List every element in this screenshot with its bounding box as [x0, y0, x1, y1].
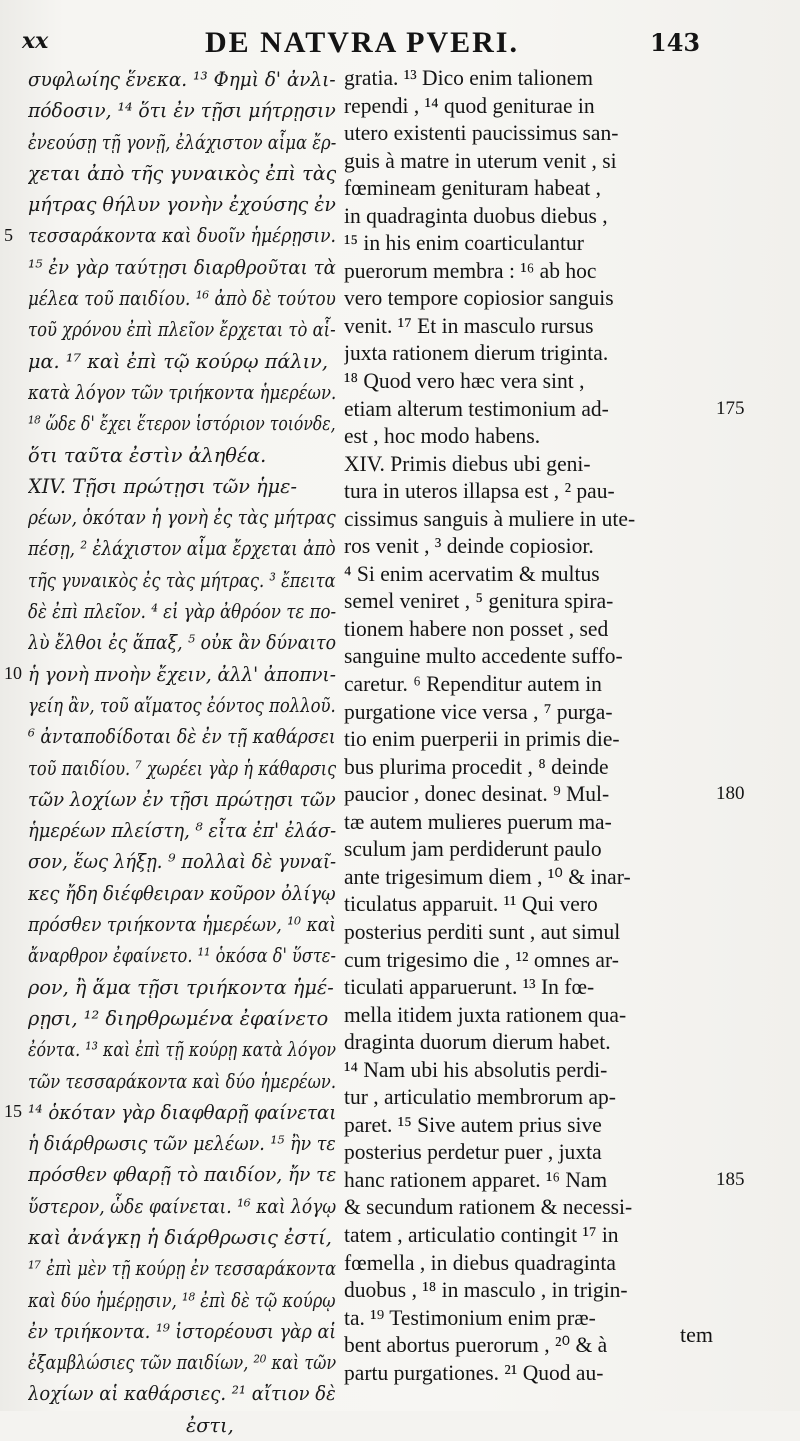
latin-text-line: tionem habere non posset , sed — [344, 615, 609, 641]
running-title: DE NATVRA PVERI. — [205, 26, 519, 59]
latin-text-line: posterius perdetur puer , juxta — [344, 1139, 602, 1165]
greek-text-line: ἄναρθρον ἐφαίνετο. ¹¹ ὁκόσα δ' ὕστε- — [28, 944, 336, 968]
latin-text-line: semel veniret , ⁵ genitura spira- — [344, 588, 614, 614]
latin-text-line: venit. ¹⁷ Et in masculo rursus — [344, 312, 594, 338]
latin-text-line: ticulati apparuerunt. ¹³ In fœ- — [344, 974, 595, 1000]
latin-text-line: paret. ¹⁵ Sive autem prius sive — [344, 1111, 602, 1137]
latin-text-line: ante trigesimum diem , ¹⁰ & inar- — [344, 863, 631, 889]
greek-text-line: ἐνεούσῃ τῇ γονῇ, ἐλάχιστον αἷμα ἔρ- — [28, 130, 336, 154]
greek-text-line: ἡμερέων πλείστη, ⁸ εἶτα ἐπ' ἐλάσ- — [28, 819, 336, 843]
greek-text-line: ὅτι ταῦτα ἐστὶν ἀληθέα. — [28, 443, 267, 467]
latin-text-line: tur , articulatio membrorum ap- — [344, 1084, 616, 1110]
latin-text-line: fœmineam genituram habeat , — [344, 175, 602, 201]
greek-text-line: καὶ δύο ἡμέρῃσιν, ¹⁸ ἐπὶ δὲ τῷ κούρῳ — [28, 1288, 336, 1312]
latin-text-line: cissimus sanguis à muliere in ute- — [344, 505, 636, 531]
folio-right: 143 — [650, 28, 701, 57]
latin-text-line: puerorum membra : ¹⁶ ab hoc — [344, 257, 597, 283]
greek-text-line: ¹⁷ ἐπὶ μὲν τῇ κούρῃ ἐν τεσσαράκοντα — [28, 1257, 336, 1281]
latin-text-line: ⁴ Si enim acervatim & multus — [344, 560, 600, 586]
latin-text-line: ros venit , ³ deinde copiosior. — [344, 533, 594, 559]
latin-text-line: tæ autem mulieres puerum ma- — [344, 808, 612, 834]
greek-text-line: πόδοσιν, ¹⁴ ὅτι ἐν τῇσι μήτρῃσιν — [28, 99, 336, 123]
greek-text-line: πέσῃ, ² ἐλάχιστον αἷμα ἔρχεται ἀπὸ — [28, 537, 336, 561]
greek-text-line: δὲ ἐπὶ πλεῖον. ⁴ εἰ γὰρ ἀθρόον τε πο- — [28, 600, 336, 624]
latin-text-line: cum trigesimo die , ¹² omnes ar- — [344, 946, 619, 972]
latin-text-line: hanc rationem apparet. ¹⁶ Nam — [344, 1166, 608, 1192]
greek-text-line: τῶν λοχίων ἐν τῇσι πρώτῃσι τῶν — [28, 787, 336, 811]
greek-text-line: ὕστερον, ὧδε φαίνεται. ¹⁶ καὶ λόγῳ — [28, 1194, 336, 1218]
greek-text-line: λοχίων αἱ καθάρσιες. ²¹ αἴτιον δὲ — [28, 1382, 336, 1406]
greek-text-line: πρόσθεν τριήκοντα ἡμερέων, ¹⁰ καὶ — [28, 913, 336, 937]
latin-text-line: vero tempore copiosior sanguis — [344, 285, 614, 311]
latin-text-line: tatem , articulatio contingit ¹⁷ in — [344, 1221, 619, 1247]
latin-text-line: bus plurima procedit , ⁸ deinde — [344, 753, 609, 779]
greek-text-line: τεσσαράκοντα καὶ δυοῖν ἡμέρῃσιν. — [28, 224, 336, 248]
greek-text-line: τῶν τεσσαράκοντα καὶ δύο ἡμερέων. — [28, 1069, 336, 1093]
latin-text-line: duobus , ¹⁸ in masculo , in trigin- — [344, 1277, 628, 1303]
latin-line-number: 175 — [716, 397, 745, 419]
greek-line-number: 10 — [4, 662, 22, 683]
latin-text-line: posterius perditi sunt , aut simul — [344, 918, 621, 944]
latin-text-line: rependi , ¹⁴ quod geniturae in — [344, 92, 595, 118]
latin-text-line: in quadraginta duobus diebus , — [344, 202, 608, 228]
latin-text-line: est , hoc modo habens. — [344, 423, 541, 449]
greek-text-line: κατὰ λόγον τῶν τριήκοντα ἡμερέων. — [28, 380, 336, 404]
latin-text-line: fœmella , in diebus quadraginta — [344, 1249, 616, 1275]
greek-text-line: ¹⁵ ἐν γὰρ ταύτῃσι διαρθροῦται τὰ — [28, 255, 336, 279]
greek-column — [28, 64, 340, 1441]
latin-text-line: gratia. ¹³ Dico enim talionem — [344, 65, 594, 90]
greek-text-line: ρον, ἢ ἅμα τῇσι τριήκοντα ἡμέ- — [28, 975, 334, 999]
greek-text-tail: ἐστι, — [185, 1413, 234, 1437]
greek-text-line: πρόσθεν φθαρῇ τὸ παιδίον, ἤν τε — [28, 1163, 336, 1187]
catchword: tem — [680, 1322, 713, 1347]
greek-text-line: μέλεα τοῦ παιδίου. ¹⁶ ἀπὸ δὲ τούτου — [28, 287, 336, 311]
latin-text-line: utero existenti paucissimus san- — [344, 120, 619, 146]
greek-text-line: ⁶ ἀνταποδίδοται δὲ ἐν τῇ καθάρσει — [28, 725, 336, 749]
greek-text-line: μήτρας θήλυν γονὴν ἐχούσης ἐν — [28, 193, 336, 217]
latin-text-line: ¹⁵ in his enim coarticulantur — [344, 230, 584, 256]
latin-text-line: & secundum rationem & necessi- — [344, 1194, 633, 1220]
latin-column — [344, 64, 714, 1386]
greek-text-line: τοῦ χρόνου ἐπὶ πλεῖον ἔρχεται τὸ αἷ- — [28, 318, 336, 342]
greek-text-line: ἡ γονὴ πνοὴν ἔχειν, ἀλλ' ἀποπνι- — [28, 662, 336, 686]
greek-text-line: ἐξαμβλώσιες τῶν παιδίων, ²⁰ καὶ τῶν — [28, 1351, 336, 1375]
latin-text-line: partu purgationes. ²¹ Quod au- — [344, 1359, 604, 1385]
latin-text-line: etiam alterum testimonium ad- — [344, 395, 609, 421]
greek-text-line: τοῦ παιδίου. ⁷ χωρέει γὰρ ἡ κάθαρσις — [28, 756, 336, 780]
latin-text-line: purgatione vice versa , ⁷ purga- — [344, 698, 613, 724]
folio-left: xx — [22, 28, 49, 54]
latin-text-line: ta. ¹⁹ Testimonium enim præ- — [344, 1304, 596, 1330]
latin-text-line: ¹⁴ Nam ubi his absolutis perdi- — [344, 1056, 608, 1082]
greek-text-line: σον, ἕως λήξῃ. ⁹ πολλαὶ δὲ γυναῖ- — [28, 850, 336, 874]
latin-text-line: ¹⁸ Quod vero hæc vera sint , — [344, 368, 585, 394]
greek-text-line: καὶ ἀνάγκῃ ἡ διάρθρωσις ἐστί, — [28, 1225, 332, 1249]
latin-text-line: tio enim puerperii in primis die- — [344, 726, 620, 752]
page-header — [0, 26, 800, 62]
latin-text-line: paucior , donec desinat. ⁹ Mul- — [344, 781, 610, 807]
latin-text-line: draginta duorum dierum habet. — [344, 1029, 611, 1055]
greek-text-line: ἐόντα. ¹³ καὶ ἐπὶ τῇ κούρῃ κατὰ λόγον — [28, 1038, 336, 1062]
latin-text-line: bent abortus puerorum , ²⁰ & à — [344, 1332, 608, 1358]
greek-text-line: κες ἤδη διέφθειραν κοῦρον ὀλίγῳ — [28, 881, 336, 905]
greek-text-line: χεται ἀπὸ τῆς γυναικὸς ἐπὶ τὰς — [28, 161, 336, 185]
greek-text-line: τῆς γυναικὸς ἐς τὰς μήτρας. ³ ἔπειτα — [28, 568, 336, 592]
greek-text-line: μα. ¹⁷ καὶ ἐπὶ τῷ κούρῳ πάλιν, — [28, 349, 328, 373]
latin-text-line: XIV. Primis diebus ubi geni- — [344, 450, 591, 476]
greek-line-number: 5 — [4, 224, 13, 245]
greek-text-line: γείη ἂν, τοῦ αἵματος ἐόντος πολλοῦ. — [28, 693, 336, 717]
latin-text-line: sanguine multo accedente suffo- — [344, 643, 623, 669]
latin-line-number: 180 — [716, 783, 745, 805]
latin-text-line: tura in uteros illapsa est , ² pau- — [344, 478, 615, 504]
greek-text-line: ¹⁸ ὥδε δ' ἔχει ἕτερον ἱστόριον τοιόνδε, — [28, 412, 336, 436]
greek-text-line: ρέων, ὁκόταν ἡ γονὴ ἐς τὰς μήτρας — [28, 506, 336, 530]
latin-text-line: sculum jam perdiderunt paulo — [344, 836, 602, 862]
greek-line-number: 15 — [4, 1100, 22, 1121]
latin-text-line: caretur. ⁶ Rependitur autem in — [344, 671, 602, 697]
latin-line-number: 185 — [716, 1169, 745, 1190]
greek-text-line: ¹⁴ ὁκόταν γὰρ διαφθαρῇ φαίνεται — [28, 1100, 336, 1124]
latin-text-line: mella itidem juxta rationem qua- — [344, 1001, 627, 1027]
greek-text-line: ἐν τριήκοντα. ¹⁹ ἱστορέουσι γὰρ αἱ — [28, 1319, 336, 1343]
greek-text-line: ρῃσι, ¹² διηρθρωμένα ἐφαίνετο — [28, 1006, 329, 1030]
greek-text-line: λὺ ἔλθοι ἐς ἅπαξ, ⁵ οὐκ ἂν δύναιτο — [28, 631, 336, 655]
greek-text-line: συφλωίης ἕνεκα. ¹³ Φημὶ δ' ἀνλι- — [28, 68, 336, 91]
greek-text-line: ἡ διάρθρωσις τῶν μελέων. ¹⁵ ἢν τε — [28, 1132, 336, 1156]
latin-text-line: juxta rationem dierum triginta. — [344, 340, 609, 366]
latin-text-line: ticulatus apparuit. ¹¹ Qui vero — [344, 891, 598, 917]
greek-text-line: XIV. Τῇσι πρώτῃσι τῶν ἡμε- — [28, 474, 297, 498]
latin-text-line: guis à matre in uterum venit , si — [344, 147, 617, 173]
